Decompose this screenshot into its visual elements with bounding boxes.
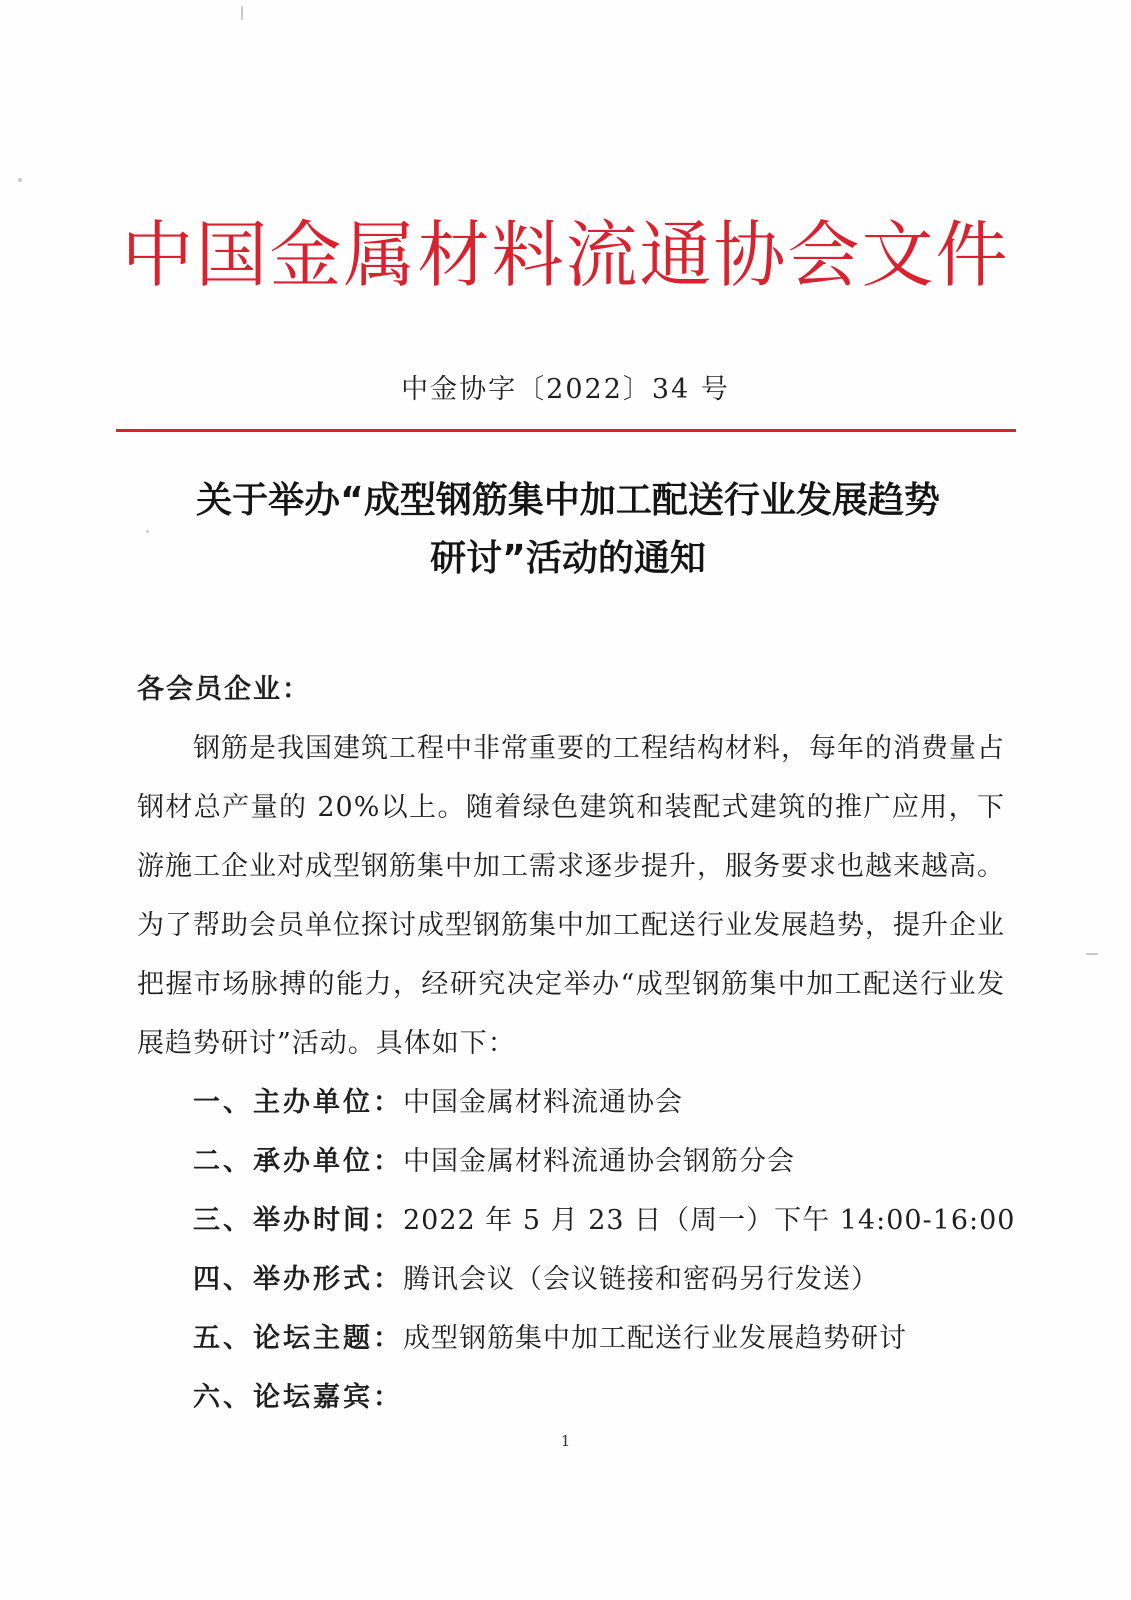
item-guests xyxy=(137,1368,1005,1427)
item-label: 四、举办形式： xyxy=(193,1264,403,1295)
item-organizer xyxy=(137,1073,1005,1132)
notice-title-line-2: 研讨”活动的通知 xyxy=(430,538,706,579)
item-value: 腾讯会议（会议链接和密码另行发送） xyxy=(403,1264,879,1295)
organization-header: 中国金属材料流通协会文件 xyxy=(121,213,1010,297)
item-label: 二、承办单位： xyxy=(193,1146,403,1177)
item-host xyxy=(137,1132,1005,1191)
red-divider-rule xyxy=(116,429,1016,432)
item-value: 2022 年 5 月 23 日（周一）下午 14:00-16:00 xyxy=(403,1205,1016,1236)
notice-title-line-1: 关于举办“成型钢筋集中加工配送行业发展趋势 xyxy=(196,480,940,521)
notice-body xyxy=(137,660,1016,1427)
item-value: 中国金属材料流通协会钢筋分会 xyxy=(403,1146,795,1177)
item-label: 一、主办单位： xyxy=(193,1087,403,1118)
document-number: 中金协字〔2022〕34 号 xyxy=(401,374,730,405)
salutation: 各会员企业： xyxy=(137,674,311,705)
item-time xyxy=(137,1191,1016,1250)
item-label: 五、论坛主题： xyxy=(193,1323,403,1354)
item-label: 六、论坛嘉宾： xyxy=(193,1382,403,1413)
scan-speck xyxy=(1086,953,1098,955)
page-number: 1 xyxy=(560,1432,571,1450)
scan-speck xyxy=(241,6,243,20)
item-format xyxy=(137,1250,1005,1309)
item-theme xyxy=(137,1309,1005,1368)
notice-title xyxy=(120,472,1016,588)
item-value: 中国金属材料流通协会 xyxy=(403,1087,683,1118)
item-label: 三、举办时间： xyxy=(193,1205,403,1236)
body-paragraph: 钢筋是我国建筑工程中非常重要的工程结构材料，每年的消费量占钢材总产量的 20%以上。随着绿色建筑和装配式建筑的推广应用，下游施工企业对成型钢筋集中加工需求逐步提升，服务要求也越来越高。为了帮助会员单位探讨成型钢筋集中加工配送行业发展趋势，提升企业把握市场脉搏的能力，经研究决定举办“成型钢筋集中加工配送行业发展趋势研讨”活动。具体如下： xyxy=(137,733,1005,1059)
scan-speck xyxy=(18,178,22,182)
item-value: 成型钢筋集中加工配送行业发展趋势研讨 xyxy=(403,1323,907,1354)
